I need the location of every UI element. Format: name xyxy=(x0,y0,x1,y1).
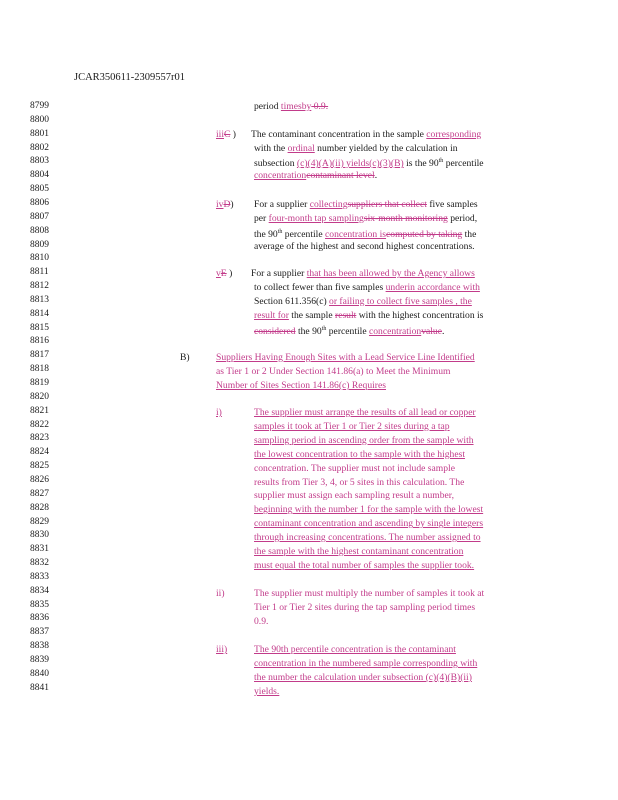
section-B-heading-line2: as Tier 1 or 2 Under Section 141.86(a) to Meet the Minimum xyxy=(216,366,451,377)
paragraph-ii-line1: The supplier must multiply the number of samples it took at xyxy=(254,588,485,599)
item-label-vE: vE ) xyxy=(216,268,233,279)
paragraph-vE-line5: considered the 90th percentile concentrationvalue. xyxy=(254,326,445,337)
paragraph-iii-line3: the number the calculation under subsection (c)(4)(B)(ii) xyxy=(254,672,472,683)
line-number: 8811 xyxy=(30,267,49,278)
paragraph-iiiC-line4: concentrationcontaminant level. xyxy=(254,170,378,181)
item-label-ii: ii) xyxy=(216,588,225,599)
paragraph-i-line: contaminant concentration and ascending by single integers xyxy=(254,518,484,530)
line-number: 8816 xyxy=(30,336,49,347)
continued-line-8799: period timesby 0.9. xyxy=(254,101,329,112)
line-number: 8808 xyxy=(30,225,49,236)
paragraph-i-line: sampling period in ascending order from the sample with xyxy=(254,434,474,446)
paragraph-ivD-line2: per four-month tap samplingsix-month monitoring period, xyxy=(254,213,478,224)
line-number: 8821 xyxy=(30,405,49,416)
paragraph-iiiC-line3: subsection (c)(4)(A)(ii) yields(c)(3)(B) is the 90th percentile xyxy=(254,158,484,169)
paragraph-iiiC-line2: with the ordinal number yielded by the calculation in xyxy=(254,143,458,154)
paragraph-iii-line1: The 90th percentile concentration is the contaminant xyxy=(254,644,456,655)
line-number: 8841 xyxy=(30,682,49,693)
section-label-B: B) xyxy=(180,352,190,363)
paragraph-i-line: must equal the total number of samples the supplier took. xyxy=(254,559,475,571)
line-number: 8799 xyxy=(30,101,49,111)
line-number: 8828 xyxy=(30,502,49,513)
line-number: 8815 xyxy=(30,322,49,333)
paragraph-iii-line2: concentration in the numbered sample corresponding with xyxy=(254,658,478,669)
paragraph-i-line: samples it took at Tier 1 or Tier 2 sites during a tap xyxy=(254,420,450,432)
line-number: 8806 xyxy=(30,197,49,208)
paragraph-ii-line2: Tier 1 or Tier 2 sites during the tap sampling period times xyxy=(254,602,476,613)
line-number: 8817 xyxy=(30,350,49,361)
item-label-iii: iii) xyxy=(216,644,228,655)
paragraph-ivD-line1: For a supplier collectingsuppliers that collect five samples xyxy=(254,199,478,210)
line-number: 8819 xyxy=(30,378,49,388)
line-number: 8827 xyxy=(30,488,49,499)
paragraph-vE-line1: For a supplier that has been allowed by the Agency allows xyxy=(251,268,475,279)
paragraph-ivD-line4: average of the highest and second highest concentrations. xyxy=(254,241,475,252)
paragraph-i-line: the lowest concentration to the sample with the highest xyxy=(254,448,466,460)
section-B-heading-line1: Suppliers Having Enough Sites with a Lead Service Line Identified xyxy=(216,352,475,363)
paragraph-ii-line3: 0.9. xyxy=(254,616,269,627)
line-number: 8822 xyxy=(30,419,49,430)
line-number: 8810 xyxy=(30,253,49,264)
item-label-ivD: ivD) xyxy=(216,199,234,210)
item-label-iiiC: iiiC ) xyxy=(216,129,236,140)
line-number: 8812 xyxy=(30,281,49,291)
line-number: 8834 xyxy=(30,585,49,596)
line-number: 8830 xyxy=(30,530,49,541)
item-label-i: i) xyxy=(216,407,222,418)
line-number: 8805 xyxy=(30,184,49,195)
line-number: 8829 xyxy=(30,516,49,527)
paragraph-i-line: supplier must assign each sampling result a number, xyxy=(254,490,454,502)
line-number: 8801 xyxy=(30,128,49,139)
line-number: 8814 xyxy=(30,308,49,319)
inserted-text: timesby xyxy=(280,101,312,112)
line-number: 8825 xyxy=(30,461,49,472)
paragraph-i-line: the sample with the highest contaminant concentration xyxy=(254,546,464,557)
paragraph-i-line: through increasing concentrations. The number assigned to xyxy=(254,532,481,544)
line-number: 8820 xyxy=(30,391,49,402)
paragraph-i-line: beginning with the number 1 for the sample with the lowest xyxy=(254,504,484,516)
paragraph-iii-line4: yields. xyxy=(254,686,280,697)
line-number: 8813 xyxy=(30,294,49,305)
paragraph-i-line: results from Tier 3, 4, or 5 sites in this calculation. The xyxy=(254,476,465,488)
line-number: 8807 xyxy=(30,211,49,222)
line-number: 8804 xyxy=(30,170,49,181)
line-number: 8826 xyxy=(30,474,49,485)
line-number: 8838 xyxy=(30,641,49,652)
paragraph-i-line: The supplier must arrange the results of all lead or copper xyxy=(254,407,476,418)
line-number: 8800 xyxy=(30,114,49,125)
line-number: 8831 xyxy=(30,544,49,555)
line-number: 8833 xyxy=(30,571,49,582)
line-number: 8824 xyxy=(30,447,49,458)
line-number: 8823 xyxy=(30,433,49,444)
paragraph-vE-line4: result for the sample result with the highest concentration is xyxy=(254,310,484,321)
line-number: 8836 xyxy=(30,613,49,624)
paragraph-iiiC-line1: The contaminant concentration in the sample corresponding xyxy=(251,129,482,140)
line-number: 8809 xyxy=(30,239,49,250)
line-number: 8818 xyxy=(30,364,49,375)
section-B-heading-line3: Number of Sites Section 141.86(c) Requires xyxy=(216,380,386,391)
document-id-header: JCAR350611-2309557r01 xyxy=(74,72,186,83)
line-number: 8832 xyxy=(30,558,49,568)
line-number: 8803 xyxy=(30,156,49,167)
line-number: 8835 xyxy=(30,599,49,610)
deleted-text: 0.9. xyxy=(311,101,329,112)
line-number: 8839 xyxy=(30,655,49,665)
paragraph-i-line: concentration. The supplier must not include sample xyxy=(254,462,455,474)
paragraph-vE-line2: to collect fewer than five samples underin accordance with xyxy=(254,282,480,293)
line-number: 8802 xyxy=(30,142,49,153)
paragraph-vE-line3: Section 611.356(c) or failing to collect five samples , the xyxy=(254,296,472,307)
line-number: 8840 xyxy=(30,668,49,679)
paragraph-ivD-line3: the 90th percentile concentration iscomputed by taking the xyxy=(254,229,477,240)
line-number: 8837 xyxy=(30,627,49,638)
